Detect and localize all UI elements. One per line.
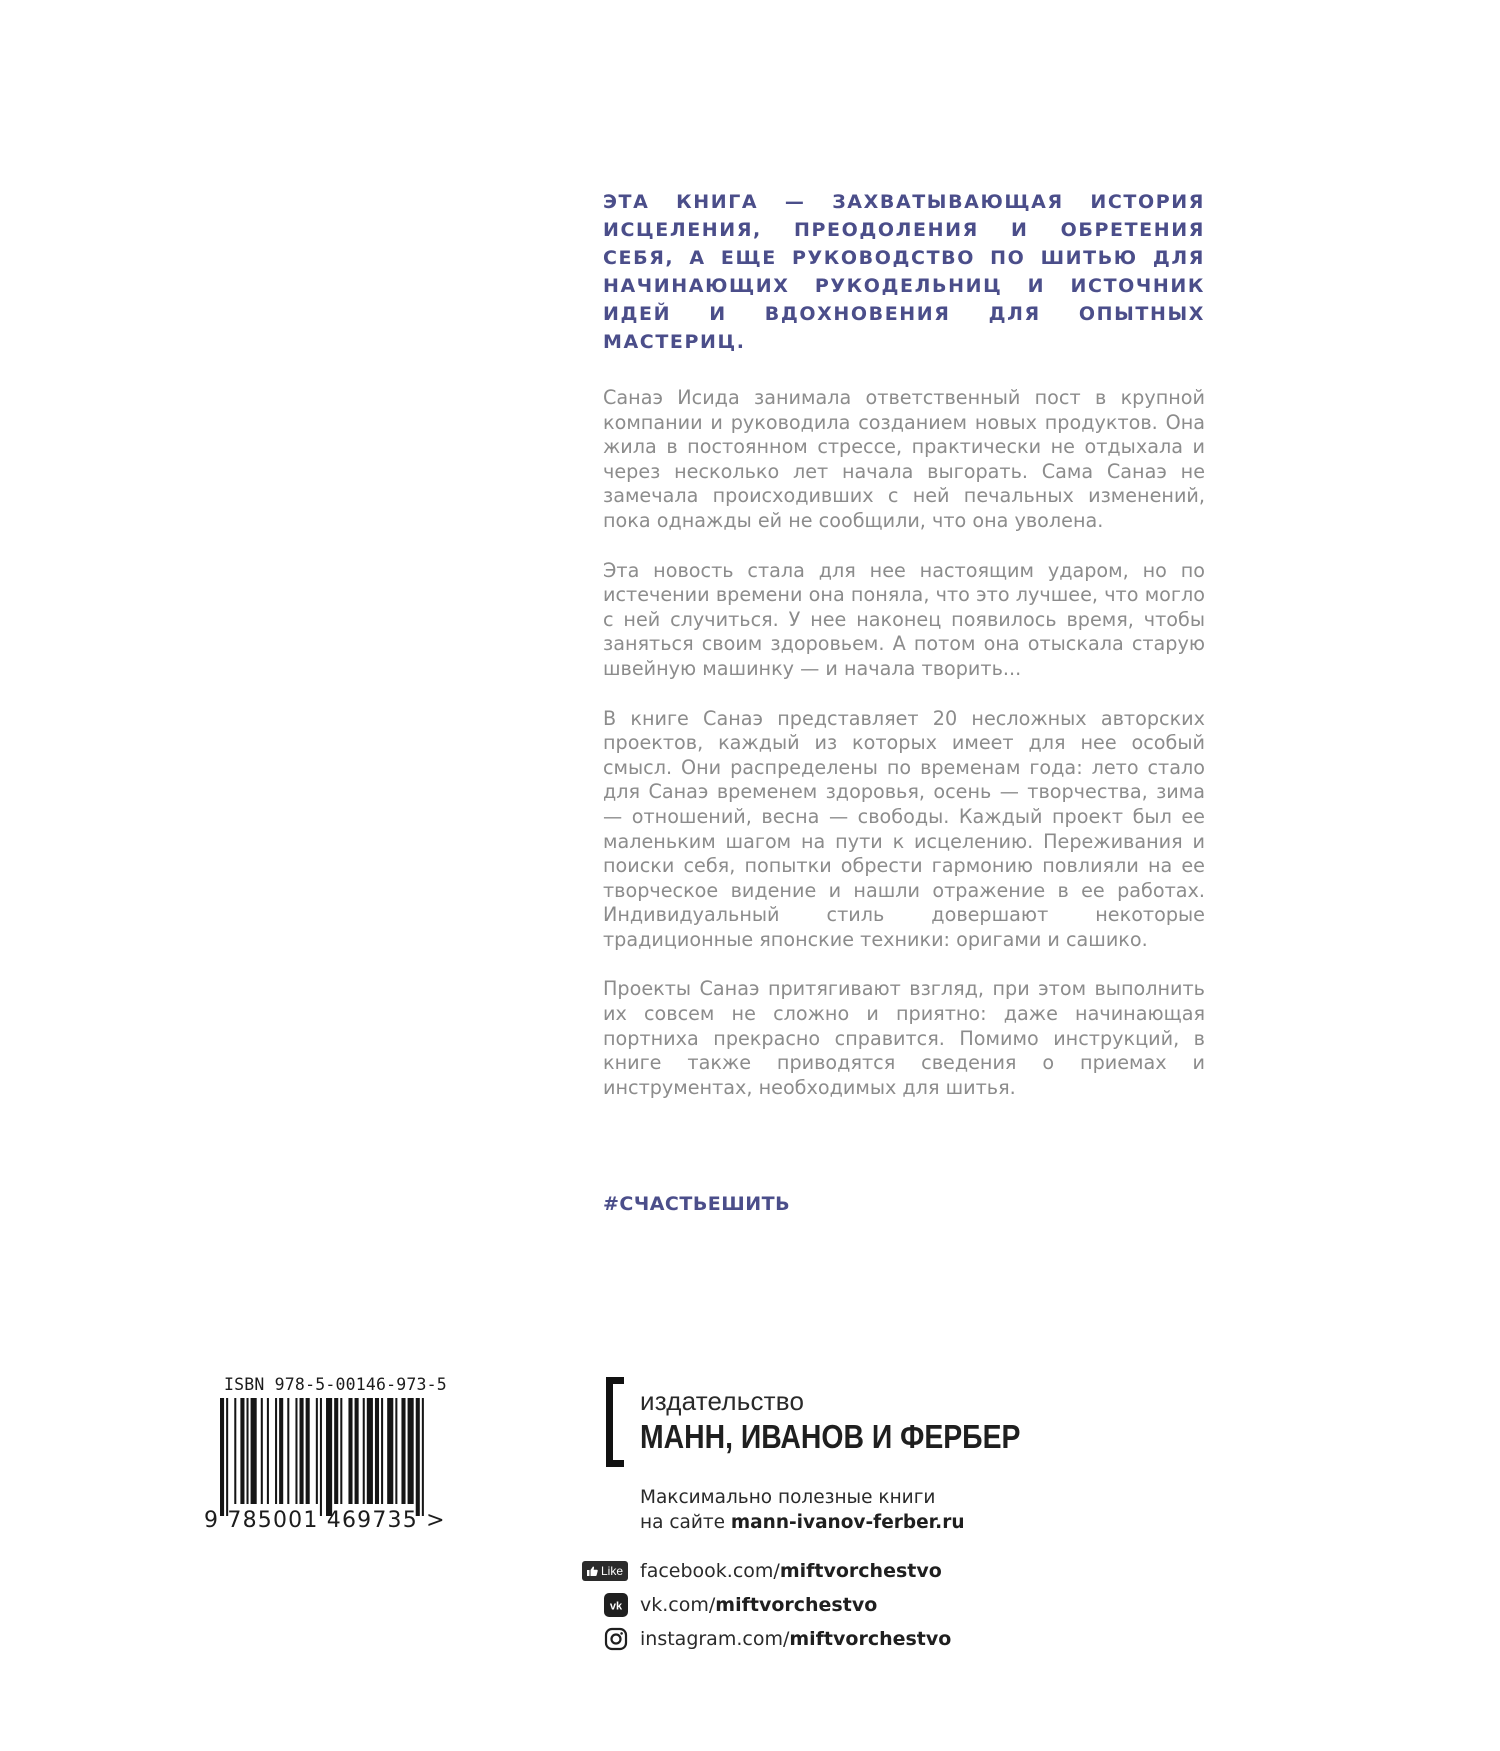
- back-cover-text: [603, 188, 1205, 1125]
- slogan-line: [640, 1510, 965, 1535]
- hashtag: #СЧАСТЬЕШИТЬ: [603, 1193, 791, 1215]
- barcode-bar: [240, 1398, 244, 1504]
- publisher-site-link[interactable]: mann-ivanov-ferber.ru: [730, 1512, 965, 1533]
- body-paragraph: В книге Санаэ представляет 20 несложных авторских проектов, каждый из которых имеет для нее особый смысл. Они распределены по временам года: лето стало для Санаэ временем здоровья, осень — творчества, зима — отношений, весна — свободы. Каждый проект был ее маленьким шагом на пути к исцелению. Переживания и поиски себя, попытки обрести гармонию повлияли на ее творческое видение и нашли отражение в ее работах. Индивидуальный стиль довершают некоторые традиционные японские техники: оригами и сашико.: [603, 706, 1205, 951]
- barcode-bar: [408, 1398, 414, 1504]
- barcode-bar: [295, 1398, 297, 1504]
- barcode-bar: [267, 1398, 269, 1504]
- barcode-bar: [261, 1398, 263, 1504]
- social-facebook[interactable]: [572, 1558, 1052, 1584]
- barcode-bar: [300, 1398, 304, 1504]
- barcode-bar: [251, 1398, 257, 1504]
- thumbs-up-icon: [587, 1566, 598, 1576]
- barcode-bar: [306, 1398, 310, 1504]
- barcode-digits: 9 785001 469735 >: [204, 1508, 446, 1533]
- publisher-name: МАНН, ИВАНОВ И ФЕРБЕР: [640, 1418, 1021, 1455]
- barcode-bar: [340, 1398, 342, 1504]
- facebook-handle: miftvorchestvo: [779, 1560, 942, 1582]
- barcode-bar: [387, 1398, 393, 1504]
- like-badge-label: Like: [600, 1564, 623, 1578]
- vk-icon: [604, 1593, 628, 1617]
- body-paragraph: Проекты Санаэ притягивают взгляд, при этом выполнить их совсем не сложно и приятно: даже начинающая портниха прекрасно справится. Помимо инструкций, в книге также приводятся сведения о приемах и инструментах, необходимых для шитья.: [603, 977, 1205, 1099]
- instagram-handle: miftvorchestvo: [789, 1628, 952, 1650]
- barcode-bar: [287, 1398, 289, 1504]
- body-paragraph: Эта новость стала для нее настоящим ударом, но по истечении времени она поняла, что это лучшее, что могло с ней случиться. У нее наконец появилось время, чтобы заняться своим здоровьем. А потом она отыскала старую швейную машинку — и начала творить...: [603, 558, 1205, 680]
- barcode-bar: [226, 1398, 228, 1516]
- barcode-bar: [334, 1398, 338, 1504]
- vk-handle: miftvorchestvo: [715, 1594, 878, 1616]
- barcode-bar: [348, 1398, 352, 1504]
- publisher-slogan: [640, 1485, 965, 1535]
- barcode-bar: [316, 1398, 318, 1504]
- social-instagram[interactable]: [572, 1626, 1052, 1652]
- instagram-prefix: instagram.com/: [640, 1628, 790, 1650]
- barcode-bar: [234, 1398, 236, 1504]
- body-paragraph: Санаэ Исида занимала ответственный пост в крупной компании и руководила созданием новых продуктов. Она жила в постоянном стрессе, практически не отдыхала и через несколько лет начала выгорать. Сама Санаэ не замечала происходивших с ней печальных изменений, пока однажды ей не сообщили, что она уволена.: [603, 386, 1205, 532]
- lead-paragraph: ЭТА КНИГА — ЗАХВАТЫВАЮЩАЯ ИСТОРИЯ ИСЦЕЛЕНИЯ, ПРЕОДОЛЕНИЯ И ОБРЕТЕНИЯ СЕБЯ, А ЕЩЕ РУКОВОДСТВО ПО ШИТЬЮ ДЛЯ НАЧИНАЮЩИХ РУКОДЕЛЬНИЦ И ИСТОЧНИК ИДЕЙ И ВДОХНОВЕНИЯ ДЛЯ ОПЫТНЫХ МАСТЕРИЦ.: [603, 191, 1205, 353]
- facebook-prefix: facebook.com/: [640, 1560, 780, 1582]
- barcode-bar: [220, 1398, 224, 1516]
- publisher-label: издательство: [640, 1386, 805, 1416]
- barcode-bar: [367, 1398, 373, 1504]
- barcode-bar: [401, 1398, 405, 1504]
- barcode-bar: [381, 1398, 383, 1504]
- barcode-bar: [375, 1398, 379, 1504]
- barcode-bar: [275, 1398, 277, 1504]
- instagram-icon: [604, 1627, 628, 1651]
- isbn-label: ISBN 978-5-00146-973-5: [224, 1375, 447, 1394]
- barcode-bar: [320, 1398, 322, 1516]
- social-vk[interactable]: [572, 1592, 1052, 1618]
- slogan-prefix: на сайте: [640, 1512, 731, 1533]
- barcode-bar: [416, 1398, 420, 1516]
- facebook-like-icon: [582, 1561, 628, 1581]
- barcode-bar: [355, 1398, 359, 1504]
- publisher-bracket-logo: [606, 1377, 624, 1467]
- svg-text:vk: vk: [609, 1600, 623, 1613]
- barcode-bar: [395, 1398, 397, 1504]
- barcode-bar: [326, 1398, 332, 1516]
- barcode-bar: [247, 1398, 249, 1504]
- barcode-bar: [363, 1398, 365, 1504]
- barcode-bar: [422, 1398, 424, 1516]
- barcode-bar: [279, 1398, 283, 1504]
- slogan-line: Максимально полезные книги: [640, 1487, 936, 1508]
- vk-prefix: vk.com/: [640, 1594, 716, 1616]
- barcode: [220, 1398, 430, 1516]
